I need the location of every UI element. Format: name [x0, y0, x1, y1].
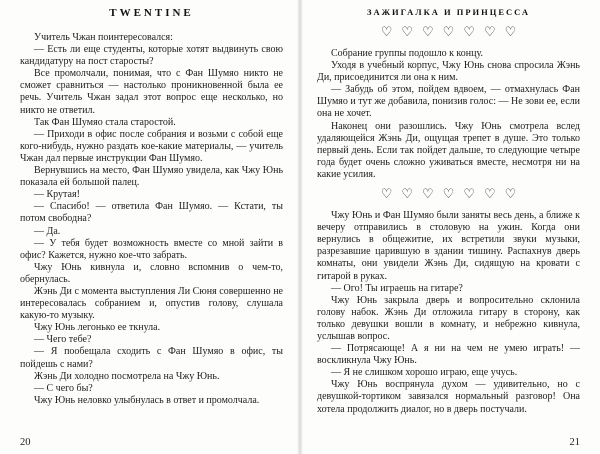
paragraph: — Чего тебе?	[34, 334, 92, 346]
hearts-divider: ♡♡♡♡♡♡♡	[380, 187, 526, 203]
paragraph: Учитель Чжан поинтересовался:	[34, 32, 173, 43]
paragraph: Наконец они разошлись. Чжу Юнь смотрела вслед удаляющейся Жэнь Ди, ощущая трепет в душе. Это только первый день. Если так пойдет дальше, то следующие четыре года будет очень сложно уживаться вместе, несмотря ни на какие усилия.	[317, 120, 580, 180]
left-page-header: TWENTINE	[109, 7, 194, 19]
left-page-number: 20	[20, 437, 31, 448]
paragraph: Все промолчали, понимая, что с Фан Шумяо никто не сможет сравниться — настолько проникновенной была ее речь. Учитель Чжан задал этот вопрос еще несколько, но никто не ответил.	[20, 68, 283, 116]
paragraph: — Я не слишком хорошо играю, еще учусь.	[331, 367, 518, 379]
paragraph: Жэнь Ди холодно посмотрела на Чжу Юнь.	[34, 370, 220, 382]
paragraph: — Потрясающе! А я ни на чем не умею играть! — воскликнула Чжу Юнь.	[317, 343, 580, 367]
page-right	[300, 0, 600, 454]
paragraph: — Есть ли еще студенты, которые хотят выдвинуть свою кандидатуру на пост старосты?	[20, 44, 283, 68]
paragraph: Чжу Юнь и Фан Шумяо были заняты весь день, а ближе к вечеру отправились в столовую на ужин. Когда они вернулись в общежитие, их встретили звуки музыки, разрезавшие царившую в здании тишину. Распахнув дверь комнаты, они увидели Жэнь Ди, сидящую на кровати с гитарой в руках.	[317, 210, 580, 282]
paragraph: Чжу Юнь неловко улыбнулась в ответ и промолчала.	[34, 394, 260, 406]
hearts-divider: ♡♡♡♡♡♡♡	[380, 25, 526, 40]
paragraph: — Я пообещала сходить с Фан Шумяо в офис, ты пойдешь с нами?	[20, 346, 283, 370]
paragraph: — Крутая!	[34, 189, 80, 201]
paragraph: Чжу Юнь воспрянула духом — удивительно, но с девушкой-тортиком завязался нормальный разговор! Она хотела продолжить диалог, но в дверь постучали.	[317, 379, 580, 415]
right-page-content	[317, 25, 580, 416]
paragraph: Жэнь Ди с момента выступления Ли Сюня совершенно не интересовалась собранием и, опустив голову, слушала какую-то музыку.	[20, 285, 283, 322]
paragraph: — У тебя будет возможность вместе со мной зайти в офис? Кажется, нужно кое-что забрать.	[20, 237, 283, 261]
paragraph: Чжу Юнь легонько ее ткнула.	[34, 322, 161, 334]
paragraph: Уходя в учебный корпус, Чжу Юнь снова спросила Жэнь Ди, присоединится ли она к ним.	[317, 60, 580, 84]
paragraph: — Приходи в офис после собрания и возьми с собой еще кого-нибудь, нужно раздать кое-какие материалы, — учитель Чжан дал первые инструкции Фан Шумяо.	[20, 128, 283, 164]
paragraph: Вернувшись на место, Фан Шумяо увидела, как Чжу Юнь показала ей большой палец.	[20, 165, 283, 189]
paragraph: Так Фан Шумяо стала старостой.	[34, 116, 176, 128]
paragraph: Чжу Юнь кивнула и, словно вспомнив о чем-то, обернулась.	[20, 261, 283, 285]
paragraph: Собрание группы подошло к концу.	[331, 48, 483, 59]
left-page-text	[20, 32, 283, 407]
paragraph: — Забудь об этом, пойдем вдвоем, — отмахнулась Фан Шумяо и тут же добавила, понизив голос: — Не зови ее, если она не хочет.	[317, 84, 580, 120]
paragraph: — Спасибо! — ответила Фан Шумяо. — Кстати, ты потом свободна?	[20, 201, 283, 225]
paragraph: — Ого! Ты играешь на гитаре?	[331, 282, 463, 294]
right-page-number: 21	[569, 437, 580, 448]
right-page-header: ЗАЖИГАЛКА И ПРИНЦЕССА	[366, 7, 531, 17]
paragraph: — С чего бы?	[34, 382, 93, 394]
paragraph: — Да.	[34, 225, 61, 237]
paragraph: Чжу Юнь закрыла дверь и вопросительно склонила голову набок. Жэнь Ди отложила гитару в сторону, как только девушки вошли в комнату, и небрежно кивнула, услышав вопрос.	[317, 294, 580, 342]
